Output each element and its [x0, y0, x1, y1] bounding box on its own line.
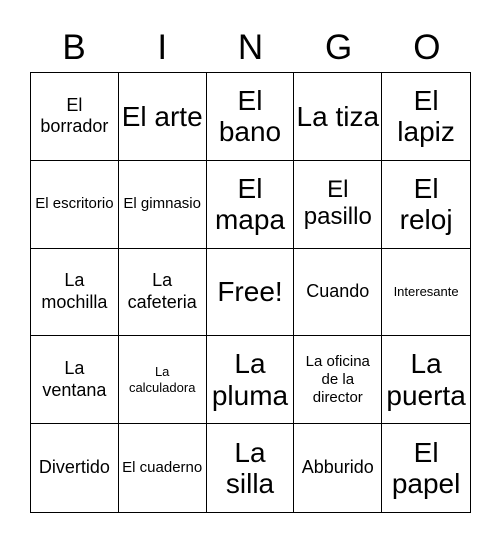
bingo-header	[30, 24, 471, 72]
bingo-cell: La pluma	[207, 336, 295, 424]
bingo-cell: El borrador	[31, 73, 119, 161]
bingo-cell: El bano	[207, 73, 295, 161]
bingo-cell: La tiza	[294, 73, 382, 161]
bingo-cell: La oficina de la director	[294, 336, 382, 424]
header-letter-b: B	[62, 28, 86, 67]
bingo-cell: Abburido	[294, 424, 382, 512]
bingo-cell: Divertido	[31, 424, 119, 512]
bingo-cell: El mapa	[207, 161, 295, 249]
header-letter-n: N	[237, 28, 264, 67]
bingo-cell: El lapiz	[382, 73, 470, 161]
bingo-board	[30, 72, 471, 513]
bingo-cell: La puerta	[382, 336, 470, 424]
header-letter-o: O	[413, 28, 441, 67]
bingo-cell: La silla	[207, 424, 295, 512]
bingo-cell: El escritorio	[31, 161, 119, 249]
bingo-cell: Cuando	[294, 249, 382, 337]
bingo-cell: El gimnasio	[119, 161, 207, 249]
header-letter-i: I	[157, 28, 168, 67]
bingo-cell: Interesante	[382, 249, 470, 337]
bingo-cell: La mochilla	[31, 249, 119, 337]
bingo-cell: El arte	[119, 73, 207, 161]
bingo-cell: La cafeteria	[119, 249, 207, 337]
bingo-cell: El reloj	[382, 161, 470, 249]
header-letter-g: G	[325, 28, 353, 67]
bingo-cell: El pasillo	[294, 161, 382, 249]
bingo-cell: El cuaderno	[119, 424, 207, 512]
free-space-cell: Free!	[207, 249, 295, 337]
bingo-cell: La calculadora	[119, 336, 207, 424]
bingo-cell: La ventana	[31, 336, 119, 424]
bingo-cell: El papel	[391, 436, 461, 500]
